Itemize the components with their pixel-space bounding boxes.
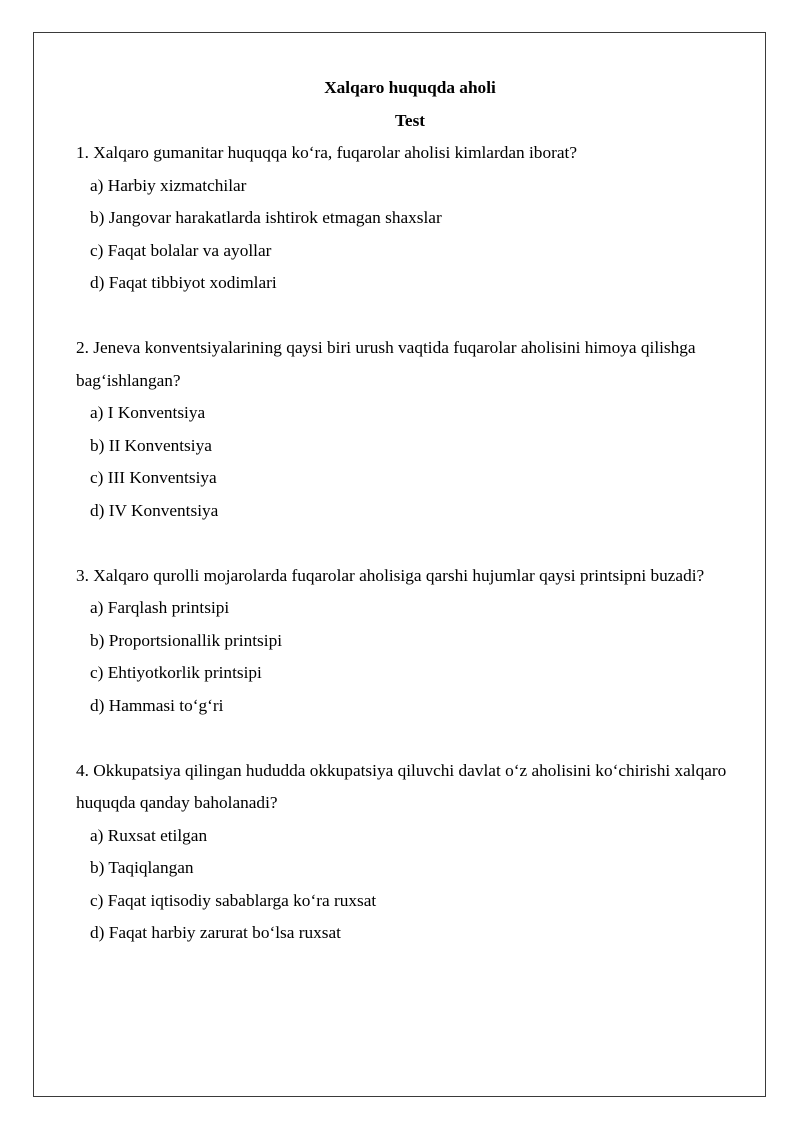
document-subtitle: Test bbox=[394, 110, 426, 130]
spacer bbox=[76, 527, 736, 560]
answer-option: c) III Konventsiya bbox=[90, 468, 217, 487]
answer-option: b) Proportsionallik printsipi bbox=[90, 630, 283, 650]
answer-option: a) I Konventsiya bbox=[90, 403, 206, 422]
answer-option: c) Ehtiyotkorlik printsipi bbox=[90, 663, 262, 682]
question-text: 3. Xalqaro qurolli mojarolarda fuqarolar aholisiga qarshi hujumlar qaysi printsipni buzadi? bbox=[76, 565, 705, 585]
answer-option: c) Faqat bolalar va ayollar bbox=[90, 240, 272, 260]
question-3 bbox=[76, 560, 736, 723]
answer-option: a) Farqlash printsipi bbox=[90, 598, 230, 617]
question-2 bbox=[76, 332, 736, 527]
answer-option: b) Jangovar harakatlarda ishtirok etmagan shaxslar bbox=[90, 208, 442, 227]
question-1 bbox=[76, 137, 736, 300]
question-text: 2. Jeneva konventsiyalarining qaysi biri urush vaqtida fuqarolar aholisini himoya qilishga bag‘ishlangan? bbox=[76, 338, 696, 390]
answer-option: d) Faqat tibbiyot xodimlari bbox=[90, 273, 277, 292]
spacer bbox=[76, 300, 736, 333]
answer-option: a) Ruxsat etilgan bbox=[90, 825, 208, 845]
answer-option: b) Taqiqlangan bbox=[90, 858, 194, 877]
answer-option: c) Faqat iqtisodiy sabablarga ko‘ra ruxsat bbox=[90, 890, 377, 910]
document-title: Xalqaro huquqda aholi bbox=[324, 78, 496, 97]
answer-option: d) IV Konventsiya bbox=[90, 500, 219, 520]
question-4 bbox=[76, 755, 736, 950]
document-body bbox=[76, 72, 736, 950]
answer-option: d) Hammasi to‘g‘ri bbox=[90, 695, 224, 715]
question-text: 4. Okkupatsiya qilingan hududda okkupatsiya qiluvchi davlat o‘z aholisini ko‘chirishi xalqaro huquqda qanday baholanadi? bbox=[76, 760, 727, 812]
spacer bbox=[76, 722, 736, 755]
answer-option: d) Faqat harbiy zarurat bo‘lsa ruxsat bbox=[90, 923, 341, 942]
answer-option: b) II Konventsiya bbox=[90, 435, 212, 455]
question-text: 1. Xalqaro gumanitar huquqqa ko‘ra, fuqarolar aholisi kimlardan iborat? bbox=[76, 143, 577, 162]
answer-option: a) Harbiy xizmatchilar bbox=[90, 175, 247, 195]
